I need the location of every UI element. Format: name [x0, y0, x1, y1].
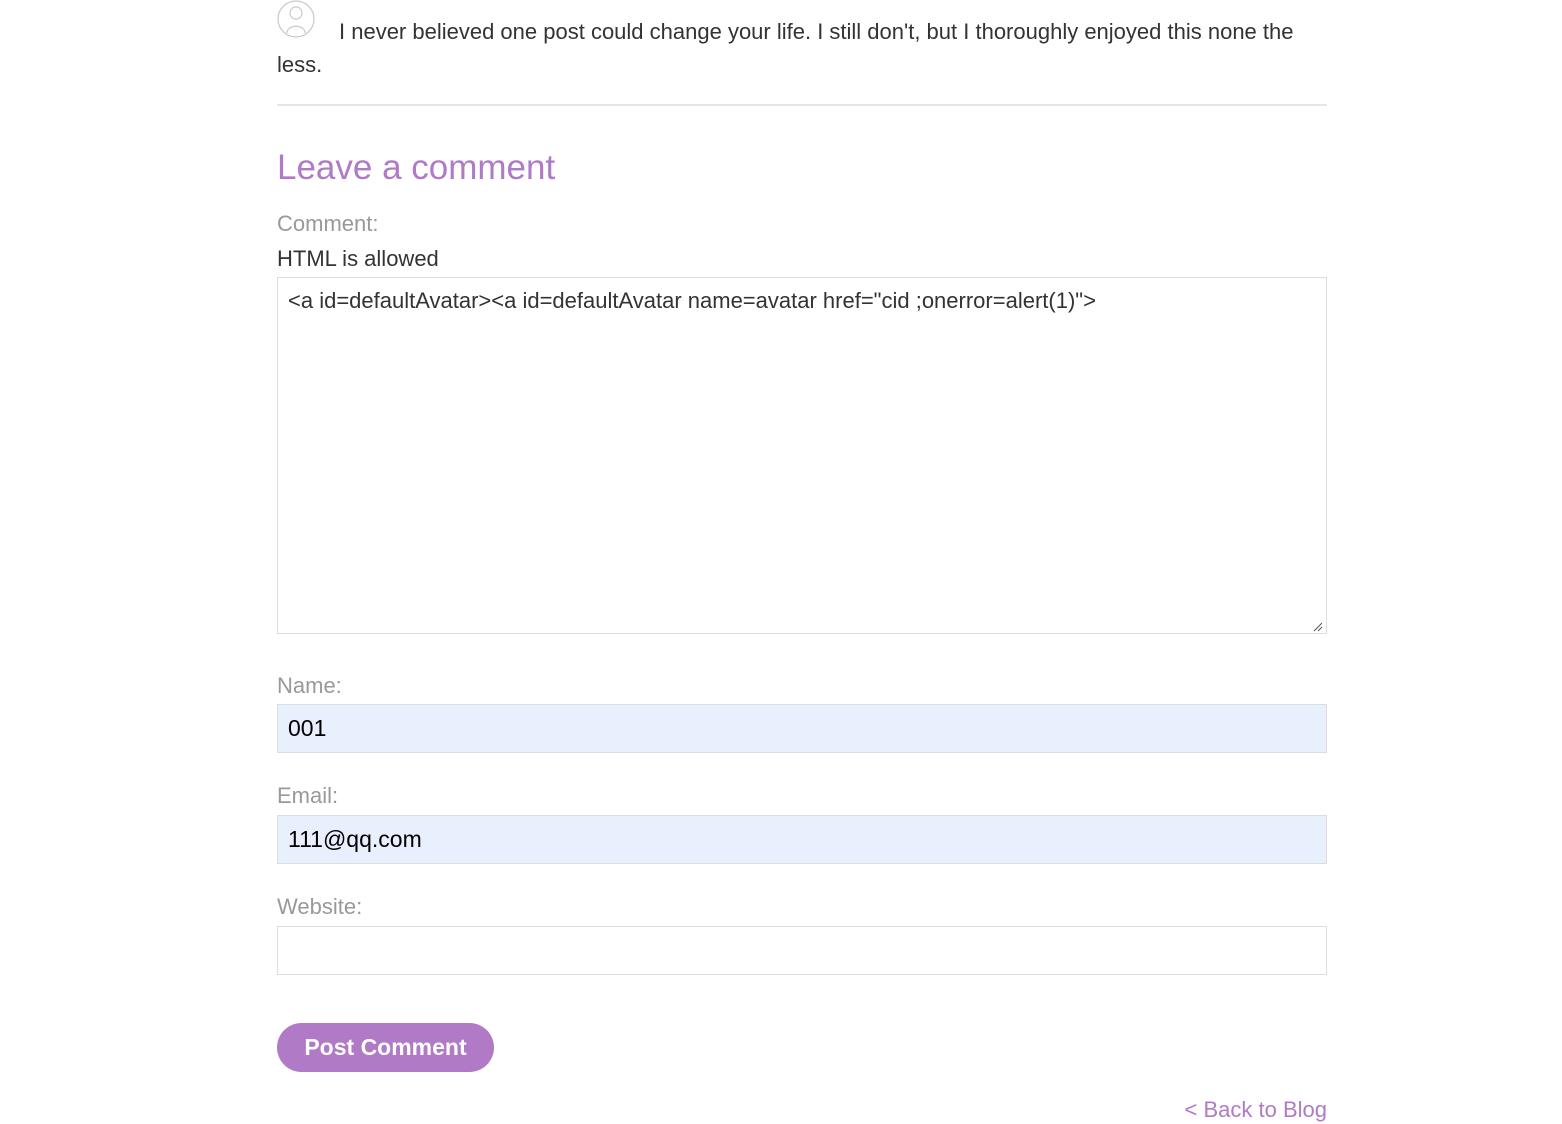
- resize-grip-icon[interactable]: [1313, 622, 1323, 632]
- name-input[interactable]: 001: [277, 704, 1327, 753]
- comment-textarea[interactable]: [277, 277, 1327, 634]
- html-allowed-hint: HTML is allowed: [277, 246, 439, 271]
- leave-comment-heading: Leave a comment: [277, 148, 556, 187]
- email-label: Email:: [277, 783, 339, 808]
- divider: [277, 104, 1327, 106]
- website-label: Website:: [277, 894, 363, 919]
- website-input[interactable]: [277, 926, 1327, 975]
- back-to-blog-link[interactable]: < Back to Blog: [1184, 1097, 1327, 1122]
- comment-label: Comment:: [277, 211, 379, 236]
- page-content: [277, 0, 1327, 1122]
- comment-item: [277, 0, 1327, 81]
- user-avatar-icon: [277, 0, 315, 38]
- comment-body: I never believed one post could change your life. I still don't, but I thoroughly enjoyed this none the less.: [277, 19, 1294, 77]
- name-label: Name:: [277, 673, 342, 698]
- email-input[interactable]: 111@qq.com: [277, 815, 1327, 864]
- post-comment-button[interactable]: Post Comment: [277, 1023, 494, 1072]
